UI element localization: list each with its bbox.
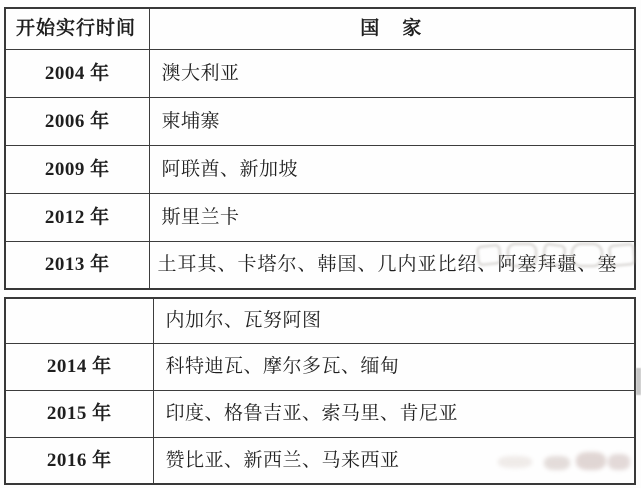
header-time-label: 开始实行时间: [5, 8, 149, 49]
country-cell: 澳大利亚: [149, 49, 635, 97]
table-header-row: [5, 8, 635, 49]
table-row: [5, 193, 635, 241]
year-cell: 2016 年: [5, 437, 153, 484]
table-row: [5, 97, 635, 145]
country-cell: 阿联酋、新加坡: [149, 145, 635, 193]
table-row: [5, 437, 635, 484]
country-cell: 印度、格鲁吉亚、索马里、肯尼亚: [153, 390, 635, 437]
country-cell: 内加尔、瓦努阿图: [153, 298, 635, 343]
year-cell: 2015 年: [5, 390, 153, 437]
year-cell: 2009 年: [5, 145, 149, 193]
table-row: [5, 145, 635, 193]
header-country-label: 国 家: [149, 8, 635, 49]
table-row-continuation: [5, 298, 635, 343]
country-cell: 柬埔寨: [149, 97, 635, 145]
implementation-table-part2: [4, 297, 636, 485]
year-cell: 2006 年: [5, 97, 149, 145]
table-row: [5, 241, 635, 289]
edge-artifact: [636, 368, 641, 395]
year-cell: 2013 年: [5, 241, 149, 289]
country-cell: 斯里兰卡: [149, 193, 635, 241]
year-cell: 2012 年: [5, 193, 149, 241]
year-cell: 2004 年: [5, 49, 149, 97]
country-cell: 赞比亚、新西兰、马来西亚: [153, 437, 635, 484]
country-cell: 土耳其、卡塔尔、韩国、几内亚比绍、阿塞拜疆、塞: [149, 241, 635, 289]
year-cell-empty: [5, 298, 153, 343]
table-row: [5, 390, 635, 437]
table-row: [5, 49, 635, 97]
implementation-table-part1: [4, 7, 636, 290]
year-cell: 2014 年: [5, 343, 153, 390]
table-row: [5, 343, 635, 390]
country-cell: 科特迪瓦、摩尔多瓦、缅甸: [153, 343, 635, 390]
